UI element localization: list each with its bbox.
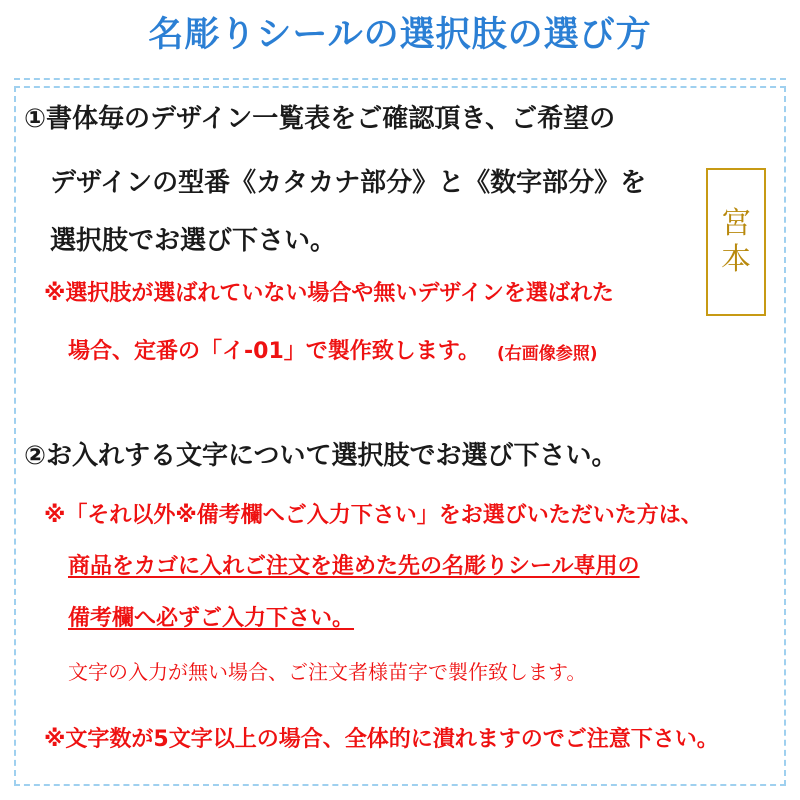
item2-line1: ②お入れする文字について選択肢でお選び下さい。 — [24, 441, 618, 471]
item1-line1: ①書体毎のデザイン一覧表をご確認頂き、ご希望の — [24, 104, 616, 134]
item1-line3: 選択肢でお選び下さい。 — [50, 226, 337, 256]
note2-line3: 備考欄へ必ずご入力下さい。 — [68, 606, 355, 631]
sample-char-top: 宮 — [721, 206, 751, 241]
name-sticker-sample-inner — [708, 170, 764, 314]
note2-line4: 文字の入力が無い場合、ご注文者様苗字で製作致します。 — [68, 660, 587, 684]
note1-line2: 場合、定番の「イ-01」で製作致します。 — [68, 339, 480, 364]
note2-line5: ※文字数が5文字以上の場合、全体的に潰れますのでご注意下さい。 — [44, 727, 719, 752]
sample-char-bottom: 本 — [721, 242, 751, 277]
page-title-wrap — [0, 14, 800, 56]
page-title: 名彫りシールの選択肢の選び方 — [148, 15, 652, 55]
name-sticker-sample — [706, 168, 766, 316]
note1-line2-paren: (右画像参照) — [497, 344, 598, 364]
title-divider — [14, 78, 786, 80]
item1-line2: デザインの型番《カタカナ部分》と《数字部分》を — [50, 168, 647, 198]
note2-line2: 商品をカゴに入れご注文を進めた先の名彫りシール専用の — [68, 554, 640, 579]
note1-line1: ※選択肢が選ばれていない場合や無いデザインを選ばれた — [44, 281, 614, 306]
note2-line1: ※「それ以外※備考欄へご入力下さい」をお選びいただいた方は、 — [44, 503, 703, 528]
